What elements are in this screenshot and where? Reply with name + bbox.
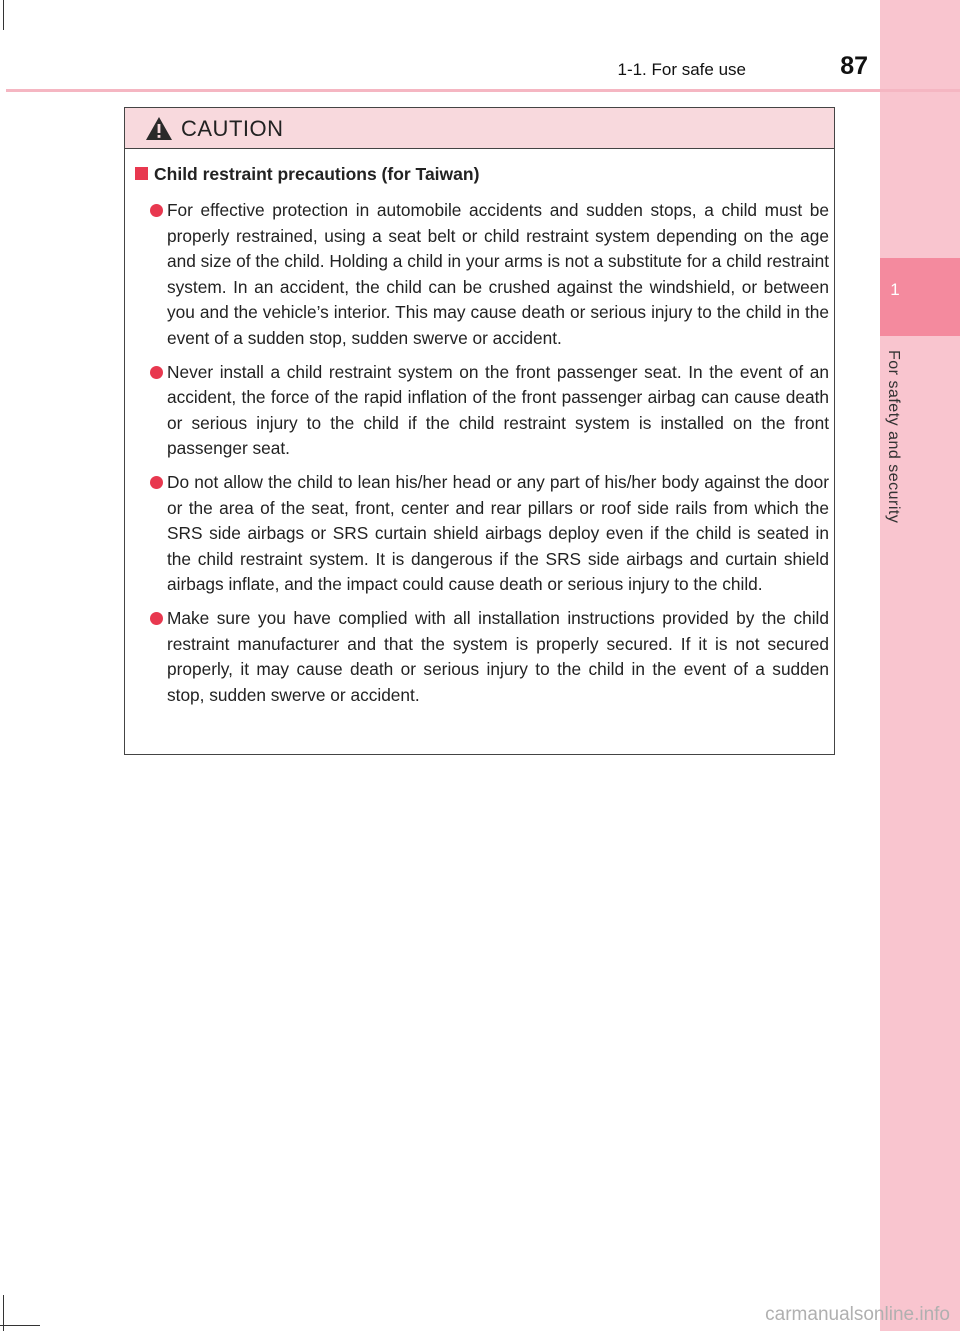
list-item-text: Do not allow the child to lean his/her head or any part of his/her body against the door or the area of the seat, front, center and rear pillars or roof side rails from which the SRS side airbags or SRS curtain shield airbags deploy even if the child is seated in the child restraint system. It is dangerous if the SRS side airbags and curtain shield airbags inflate, and the impact could cause death or serious injury to the child. [167,471,829,595]
list-item-text: For effective protection in automobile accidents and sudden stops, a child must be properly restrained, using a seat belt or child restraint system depending on the age and size of the child. Holding a child in your arms is not a substitute for a child restraint system. In an accident, the child can be crushed against the windshield, or between you and the vehicle’s interior. This may cause death or serious injury to the child in the event of a sudden stop, sudden swerve or accident. [167,200,829,348]
crop-mark [0,1325,40,1326]
header-rule [6,89,960,92]
caution-subheading [135,164,479,185]
subheading-text: Child restraint precautions (for Taiwan) [154,164,480,184]
square-bullet-icon [135,167,148,180]
chapter-number: 1 [890,280,900,299]
crop-mark [3,0,4,30]
warning-triangle-icon [145,116,173,141]
list-item [135,360,829,462]
caution-label: CAUTION [181,116,284,141]
list-item [135,198,829,352]
list-item-text: Make sure you have complied with all installation instructions provided by the child restraint manufacturer and that the system is properly secured. If it is not secured properly, it may cause death or serious injury to the child in the event of a sudden stop, sudden swerve or accident. [167,607,829,705]
chapter-title: For safety and security [885,350,902,524]
bullet-dot-icon [150,612,163,625]
caution-list [135,198,829,716]
page-number: 87 [840,52,868,80]
list-item-text: Never install a child restraint system on the front passenger seat. In the event of an accident, the force of the rapid inflation of the front passenger airbag can cause death or serious injury to the child if the child restraint system is installed on the front passenger seat. [167,361,829,459]
caution-header [125,108,834,149]
bullet-dot-icon [150,476,163,489]
section-title: 1-1. For safe use [617,60,746,79]
bullet-dot-icon [150,366,163,379]
side-band [880,0,960,1331]
watermark: carmanualsonline.info [765,1304,950,1325]
caution-box [124,107,835,755]
list-item [135,470,829,598]
bullet-dot-icon [150,204,163,217]
list-item [135,606,829,708]
